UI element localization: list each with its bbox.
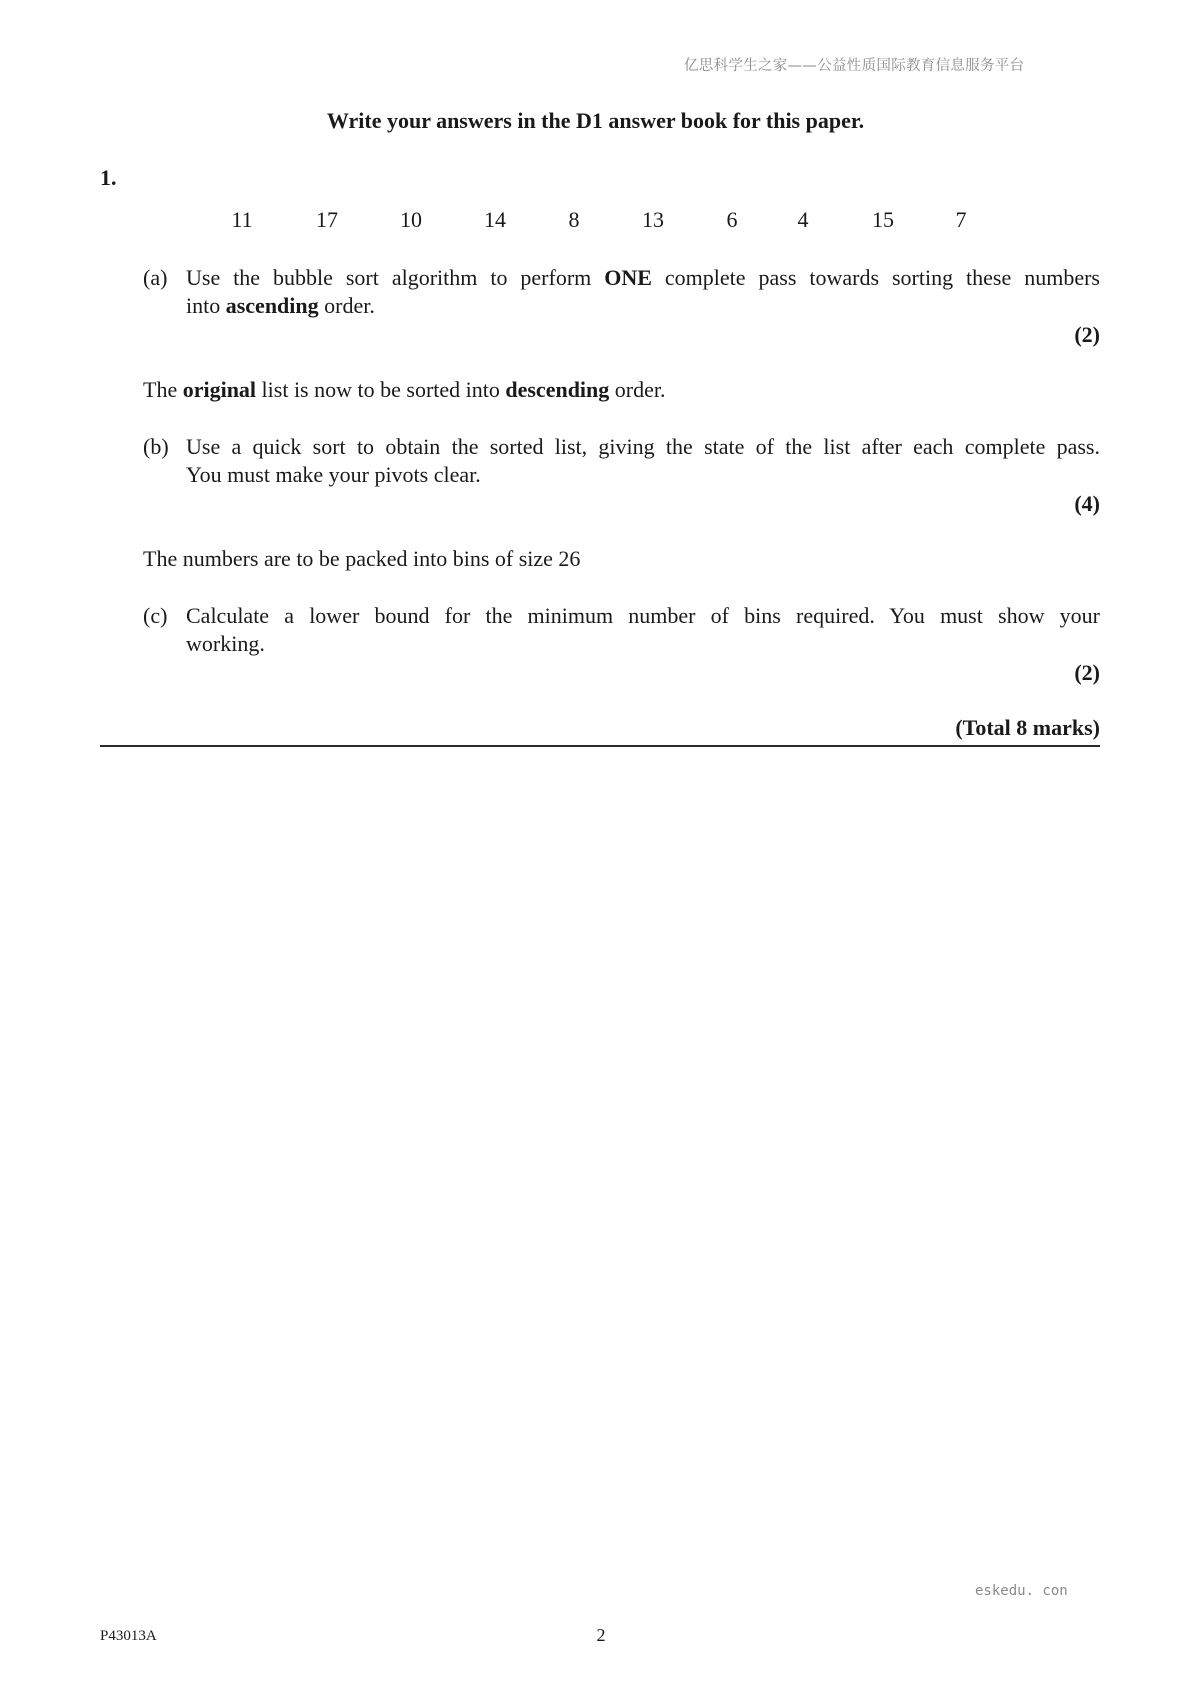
part-a-line-1: Use the bubble sort algorithm to perform ONE complete pass towards sorting these numbers <box>186 265 1100 290</box>
list-number: 4 <box>797 207 809 232</box>
statement-bins: The numbers are to be packed into bins of size 26 <box>143 546 581 571</box>
page-number: 2 <box>596 1625 606 1645</box>
part-c-marks: (2) <box>1074 660 1100 685</box>
site-watermark: eskedu. con <box>975 1583 1068 1599</box>
list-number: 17 <box>316 207 338 232</box>
list-number: 13 <box>642 207 664 232</box>
list-number: 11 <box>231 207 253 232</box>
divider-rule <box>100 745 1100 747</box>
part-c-line-2: working. <box>186 631 265 656</box>
list-number: 7 <box>955 207 967 232</box>
list-number: 6 <box>726 207 738 232</box>
part-b-label: (b) <box>143 434 169 459</box>
instruction-heading: Write your answers in the D1 answer book for this paper. <box>326 108 865 133</box>
total-marks: (Total 8 marks) <box>955 715 1100 740</box>
part-c-label: (c) <box>143 603 168 628</box>
statement-descending: The original list is now to be sorted into descending order. <box>143 377 666 402</box>
part-a-marks: (2) <box>1074 322 1100 347</box>
list-number: 15 <box>872 207 894 232</box>
watermark-header: 亿思科学生之家——公益性质国际教育信息服务平台 <box>684 58 1025 74</box>
part-a-line-2: into ascending order. <box>186 293 375 318</box>
part-c-line-1: Calculate a lower bound for the minimum number of bins required. You must show your <box>186 603 1100 628</box>
list-number: 8 <box>568 207 580 232</box>
part-b-line-2: You must make your pivots clear. <box>186 462 481 487</box>
part-a-label: (a) <box>143 265 168 290</box>
list-number: 14 <box>484 207 506 232</box>
part-b-marks: (4) <box>1074 491 1100 516</box>
paper-code: P43013A <box>100 1628 157 1644</box>
question-number: 1. <box>100 165 117 190</box>
part-b-line-1: Use a quick sort to obtain the sorted list, giving the state of the list after each complete pass. <box>186 434 1100 459</box>
list-number: 10 <box>400 207 422 232</box>
